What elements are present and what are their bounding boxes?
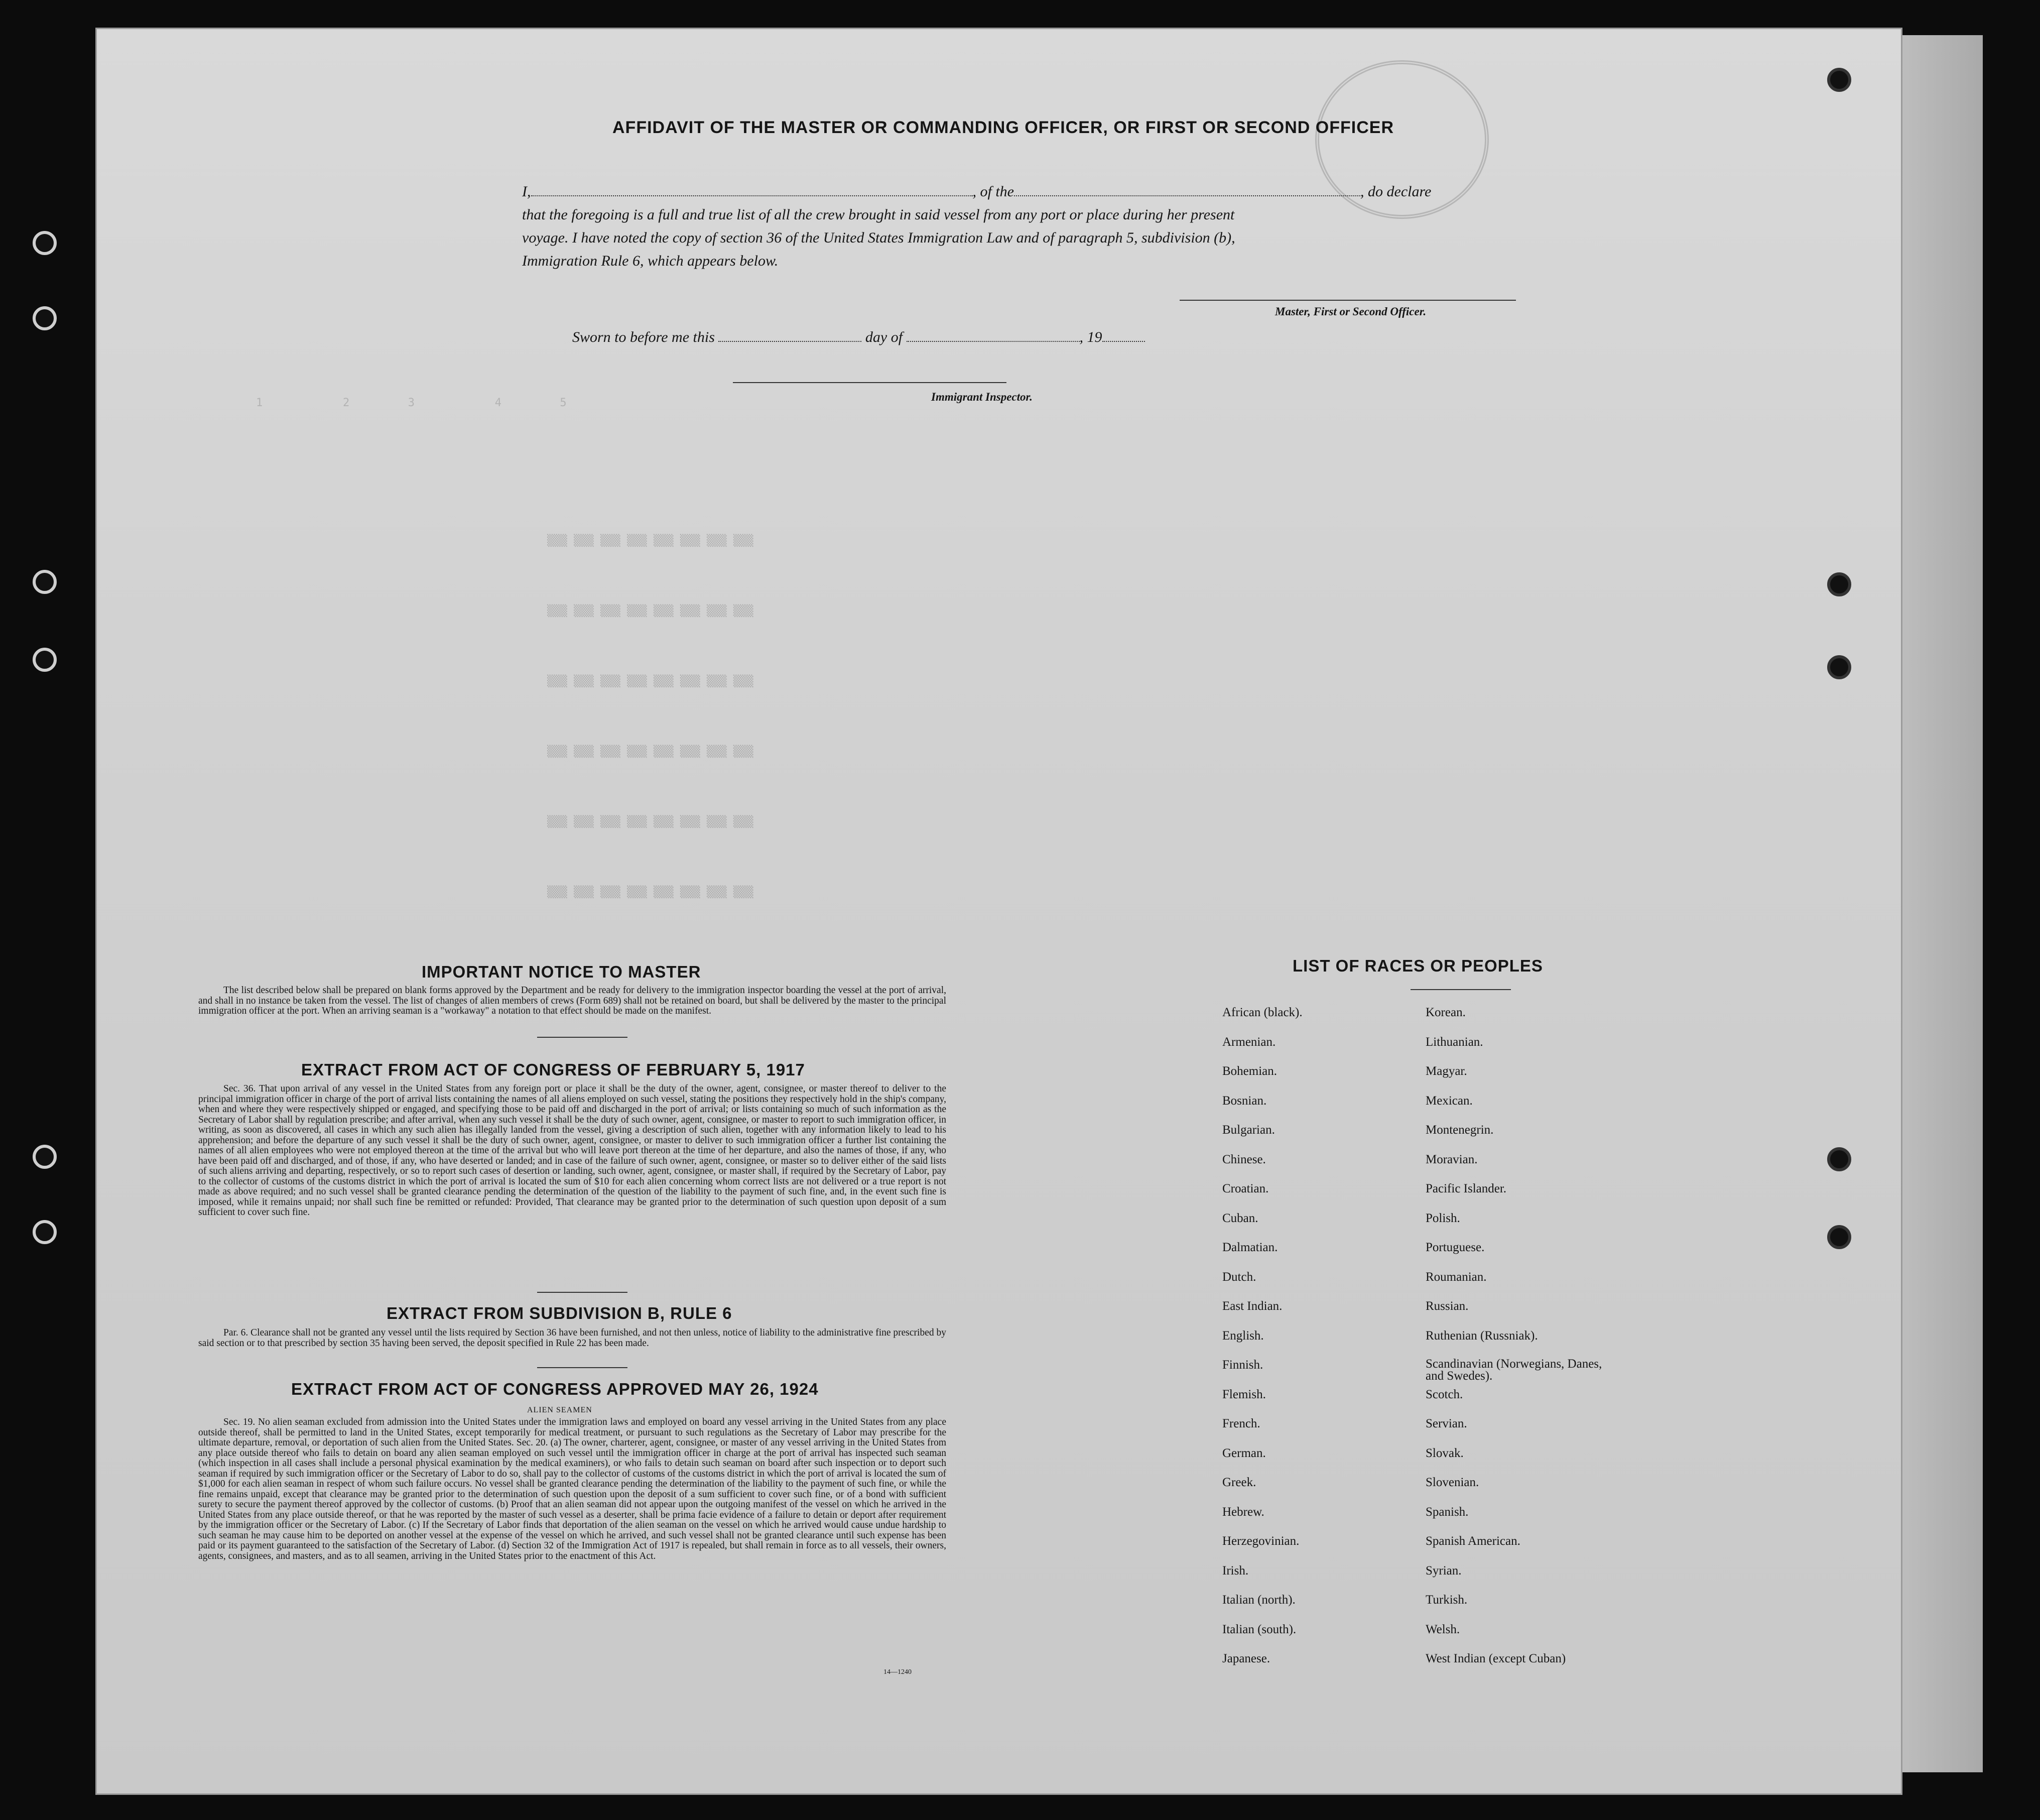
- extract-1924-title: EXTRACT FROM ACT OF CONGRESS APPROVED MAY 26, 1924: [291, 1380, 819, 1398]
- race-item: Japanese.: [1222, 1652, 1270, 1665]
- master-signature-line: [1180, 300, 1516, 301]
- rule6-title: EXTRACT FROM SUBDIVISION B, RULE 6: [387, 1304, 732, 1322]
- binder-hole: [33, 570, 57, 594]
- race-item: Pacific Islander.: [1426, 1182, 1507, 1195]
- race-item: Ruthenian (Russniak).: [1426, 1328, 1538, 1343]
- race-item: Italian (north).: [1222, 1593, 1296, 1607]
- race-item: Bohemian.: [1222, 1064, 1278, 1078]
- name-blank: [531, 195, 973, 196]
- race-item: Russian.: [1426, 1299, 1469, 1313]
- affidavit-line-1: [522, 183, 1431, 200]
- race-item: Dutch.: [1222, 1270, 1256, 1284]
- race-item: French.: [1222, 1417, 1260, 1430]
- document-page: [95, 28, 1902, 1795]
- extract-1917-title: EXTRACT FROM ACT OF CONGRESS OF FEBRUARY 5, 1917: [301, 1060, 805, 1079]
- inspector-signature-line: [733, 382, 1006, 383]
- year-label: , 19: [1079, 329, 1102, 345]
- binder-hole: [33, 1145, 57, 1169]
- binder-edge: [1902, 35, 1983, 1772]
- race-item: Polish.: [1426, 1211, 1460, 1225]
- affidavit-line-4: Immigration Rule 6, which appears below.: [522, 253, 779, 269]
- race-item: African (black).: [1222, 1006, 1303, 1019]
- race-item: Spanish American.: [1426, 1534, 1520, 1548]
- divider-2: [537, 1292, 627, 1293]
- of-the-label: , of the: [972, 183, 1014, 200]
- vessel-blank: [1014, 195, 1360, 196]
- affidavit-line-2: that the foregoing is a full and true list of all the crew brought in said vessel from any port or place during her present: [522, 206, 1235, 223]
- races-title: LIST OF RACES OR PEOPLES: [1293, 956, 1543, 975]
- race-item: West Indian (except Cuban): [1426, 1652, 1566, 1665]
- divider-3: [537, 1367, 627, 1368]
- month-blank: [907, 341, 1080, 342]
- rule6-text: Par. 6. Clearance shall not be granted any vessel until the lists required by Section 36 have been furnished, and not then unless, notice of liability to the administrative fine prescribed by said section or to that prescribed by section 35 having been served, the deposit specified in Rule 22 has been made.: [198, 1327, 946, 1349]
- race-item: Servian.: [1426, 1417, 1467, 1430]
- day-of-label: day of: [865, 329, 903, 345]
- race-item: Slovak.: [1426, 1446, 1464, 1460]
- race-item: Italian (south).: [1222, 1622, 1297, 1636]
- race-item: Korean.: [1426, 1006, 1466, 1019]
- race-item: Welsh.: [1426, 1622, 1460, 1636]
- inspector-signature-label: Immigrant Inspector.: [931, 391, 1033, 403]
- race-item: Dalmatian.: [1222, 1241, 1278, 1254]
- race-item: Herzegovinian.: [1222, 1534, 1300, 1548]
- race-item: Montenegrin.: [1426, 1123, 1494, 1137]
- race-item: Moravian.: [1426, 1152, 1478, 1166]
- races-divider: [1411, 989, 1511, 990]
- race-item: Scandinavian (Norwegians, Danes, and Swedes).: [1426, 1357, 1602, 1383]
- race-item: Syrian.: [1426, 1563, 1462, 1578]
- race-item: Irish.: [1222, 1563, 1249, 1578]
- race-item: Hebrew.: [1222, 1505, 1264, 1519]
- notice-text: The list described below shall be prepared on blank forms approved by the Department and be ready for delivery to the immigration inspector boarding the vessel at the port of arrival, and shall in no instance be taken from the vessel. The list of changes of alien members of crews (Form 689) shall not be retained on board, but shall be delivered by the master to the principal immigration officer at the port. When an arriving seaman is a "workaway" a notation to that effect should be made on the manifest.: [198, 985, 946, 1016]
- binder-hole: [33, 1220, 57, 1244]
- sworn-label: Sworn to before me this: [572, 329, 715, 345]
- binder-hole: [1827, 68, 1851, 92]
- sworn-line: [572, 329, 1145, 346]
- extract-1924-subtitle: ALIEN SEAMEN: [527, 1406, 592, 1414]
- day-blank: [718, 341, 861, 342]
- race-item: English.: [1222, 1328, 1264, 1343]
- race-item: Lithuanian.: [1426, 1035, 1483, 1049]
- affidavit-title: AFFIDAVIT OF THE MASTER OR COMMANDING OFFICER, OR FIRST OR SECOND OFFICER: [612, 118, 1394, 137]
- race-item: Mexican.: [1426, 1094, 1473, 1108]
- declare-label: , do declare: [1360, 183, 1432, 200]
- race-item: Finnish.: [1222, 1358, 1263, 1372]
- binder-hole: [33, 306, 57, 330]
- race-item: Bosnian.: [1222, 1094, 1267, 1108]
- race-item: Roumanian.: [1426, 1270, 1487, 1284]
- race-item: East Indian.: [1222, 1299, 1283, 1313]
- bleed-through: 1 2 3 4 5 ▒▒▒ ▒▒▒ ▒▒▒ ▒▒▒ ▒▒▒ ▒▒▒ ▒▒▒ ▒▒▒ ▒▒▒ ▒▒▒ ▒▒▒ ▒▒▒ ▒▒▒ ▒▒▒ ▒▒▒ ▒▒▒ ▒▒▒ ▒▒▒ ▒▒▒ ▒▒▒ ▒▒▒ ▒▒▒ ▒▒▒ ▒▒▒ ▒▒▒ ▒▒▒ ▒▒▒ ▒▒▒ ▒▒▒ ▒▒▒ ▒▒▒ ▒▒▒ ▒▒▒ ▒▒▒ ▒▒▒ ▒▒▒ ▒▒▒ ▒▒▒ ▒▒▒ ▒▒▒ ▒▒▒ ▒▒▒ ▒▒▒ ▒▒▒ ▒▒▒ ▒▒▒ ▒▒▒ ▒▒▒: [256, 397, 753, 899]
- race-item: Flemish.: [1222, 1387, 1266, 1401]
- race-item: Slovenian.: [1426, 1476, 1479, 1489]
- notice-title: IMPORTANT NOTICE TO MASTER: [422, 962, 701, 981]
- race-item: Scotch.: [1426, 1387, 1463, 1401]
- race-item: Spanish.: [1426, 1505, 1469, 1519]
- race-item: Portuguese.: [1426, 1241, 1485, 1254]
- i-label: I,: [522, 183, 531, 200]
- race-item: Magyar.: [1426, 1064, 1467, 1078]
- master-signature-label: Master, First or Second Officer.: [1275, 305, 1427, 318]
- race-item: Bulgarian.: [1222, 1123, 1275, 1137]
- binder-hole: [1827, 572, 1851, 596]
- binder-hole: [33, 231, 57, 255]
- extract-1917-text: Sec. 36. That upon arrival of any vessel in the United States from any foreign port or place it shall be the duty of the owner, agent, consignee, or master thereof to deliver to the principal immigration officer in charge of the port of arrival lists containing the names of all aliens employed on such vessel, stating the positions they respectively hold in the ship's company, when and where they were respectively shipped or engaged, and specifying those to be paid off and discharged in the port of arrival; or lists containing so much of such information as the Secretary of Labor shall by regulation prescribe; and after arrival, when any such vessel it shall be the duty of such owner, agent, consignee, or master to report to such immigration officer, in writing, as soon as discovered, all cases in which any such alien has illegally landed from the vessel, giving a description of such alien, together with any information likely to lead to his apprehension; and before the departure of any such vessel it shall be the duty of such owner, agent, consignee, or master to deliver to such immigration officer a further list containing the names of all alien employees who were not employed thereon at the time of the arrival but who will leave port thereon at the time of her departure, and also the names of those, if any, who have been paid off and discharged, and of those, if any, who have deserted or landed; and in case of the failure of such owner, agent, consignee, or master so to deliver either of the said lists of such aliens arriving and departing, respectively, or so to report such cases of desertion or landing, such owner, agent, consignee, or master shall, if required by the Secretary of Labor, pay to the collector of customs of the customs district in which the port of arrival is located the sum of $10 for each alien concerning whom correct lists are not delivered or a true report is not made as above required; and no such vessel shall be granted clearance pending the determination of the question of the liability to the payment of such fine, and, in the event such fine is imposed, while it remains unpaid; nor shall such fine be remitted or refunded: Provided, That clearance may be granted prior to the determination of such question upon deposit of a sum sufficient to cover such fine.: [198, 1083, 946, 1218]
- year-blank: [1102, 341, 1145, 342]
- race-item: Greek.: [1222, 1476, 1256, 1489]
- form-number: 14—1240: [883, 1668, 912, 1676]
- divider-1: [537, 1037, 627, 1038]
- race-item: Croatian.: [1222, 1182, 1269, 1195]
- affidavit-line-3: voyage. I have noted the copy of section 36 of the United States Immigration Law and of paragraph 5, subdivision (b),: [522, 229, 1235, 246]
- race-item: German.: [1222, 1446, 1266, 1460]
- binder-hole: [1827, 1225, 1851, 1249]
- extract-1924-text: Sec. 19. No alien seaman excluded from admission into the United States under the immigration laws and employed on board any vessel arriving in the United States from any place outside thereof, shall be permitted to land in the United States, except temporarily for medical treatment, or pursuant to such regulations as the Secretary of Labor may prescribe for the ultimate departure, removal, or deportation of such alien from the United States. Sec. 20. (a) The owner, charterer, agent, consignee, or master of any vessel arriving in the United States from any place outside thereof who fails to detain on board any alien seaman employed on such vessel until the immigration officer in charge at the port of arrival has inspected such seaman (which inspection in all cases shall include a personal physical examination by the medical examiners), or who fails to detain such seaman on board after such inspection or to deport such seaman if required by such immigration officer or the Secretary of Labor to do so, shall pay to the collector of customs of the customs district in which the port of arrival is located the sum of $1,000 for each alien seaman in respect of whom such failure occurs. No vessel shall be granted clearance pending the determination of the liability to the payment of such fine, or while the fine remains unpaid, except that clearance may be granted prior to the determination of such question upon the deposit of a sum sufficient to cover such fine, or of a bond with sufficient surety to secure the payment thereof approved by the collector of customs. (b) Proof that an alien seaman did not appear upon the outgoing manifest of the vessel on which he arrived in the United States from any place outside thereof, or that he was reported by the master of such vessel as a deserter, shall be prima facie evidence of a failure to detain or deport after requirement by the immigration officer or the Secretary of Labor. (c) If the Secretary of Labor finds that deportation of the alien seaman on the vessel on which he arrived would cause undue hardship to such seaman he may cause him to be deported on another vessel at the expense of the vessel on which he arrived, and such vessel shall not be granted clearance until such expense has been paid or its payment guaranteed to the satisfaction of the Secretary of Labor. (d) Section 32 of the Immigration Act of 1917 is repealed, but shall remain in force as to all vessels, their owners, agents, consignees, and masters, and as to all seamen, arriving in the United States prior to the enactment of this Act.: [198, 1417, 946, 1561]
- binder-hole: [1827, 655, 1851, 679]
- binder-hole: [1827, 1147, 1851, 1171]
- race-item: Turkish.: [1426, 1593, 1468, 1607]
- race-item: Chinese.: [1222, 1152, 1266, 1166]
- binder-hole: [33, 648, 57, 672]
- race-item: Armenian.: [1222, 1035, 1276, 1049]
- race-item: Cuban.: [1222, 1211, 1258, 1225]
